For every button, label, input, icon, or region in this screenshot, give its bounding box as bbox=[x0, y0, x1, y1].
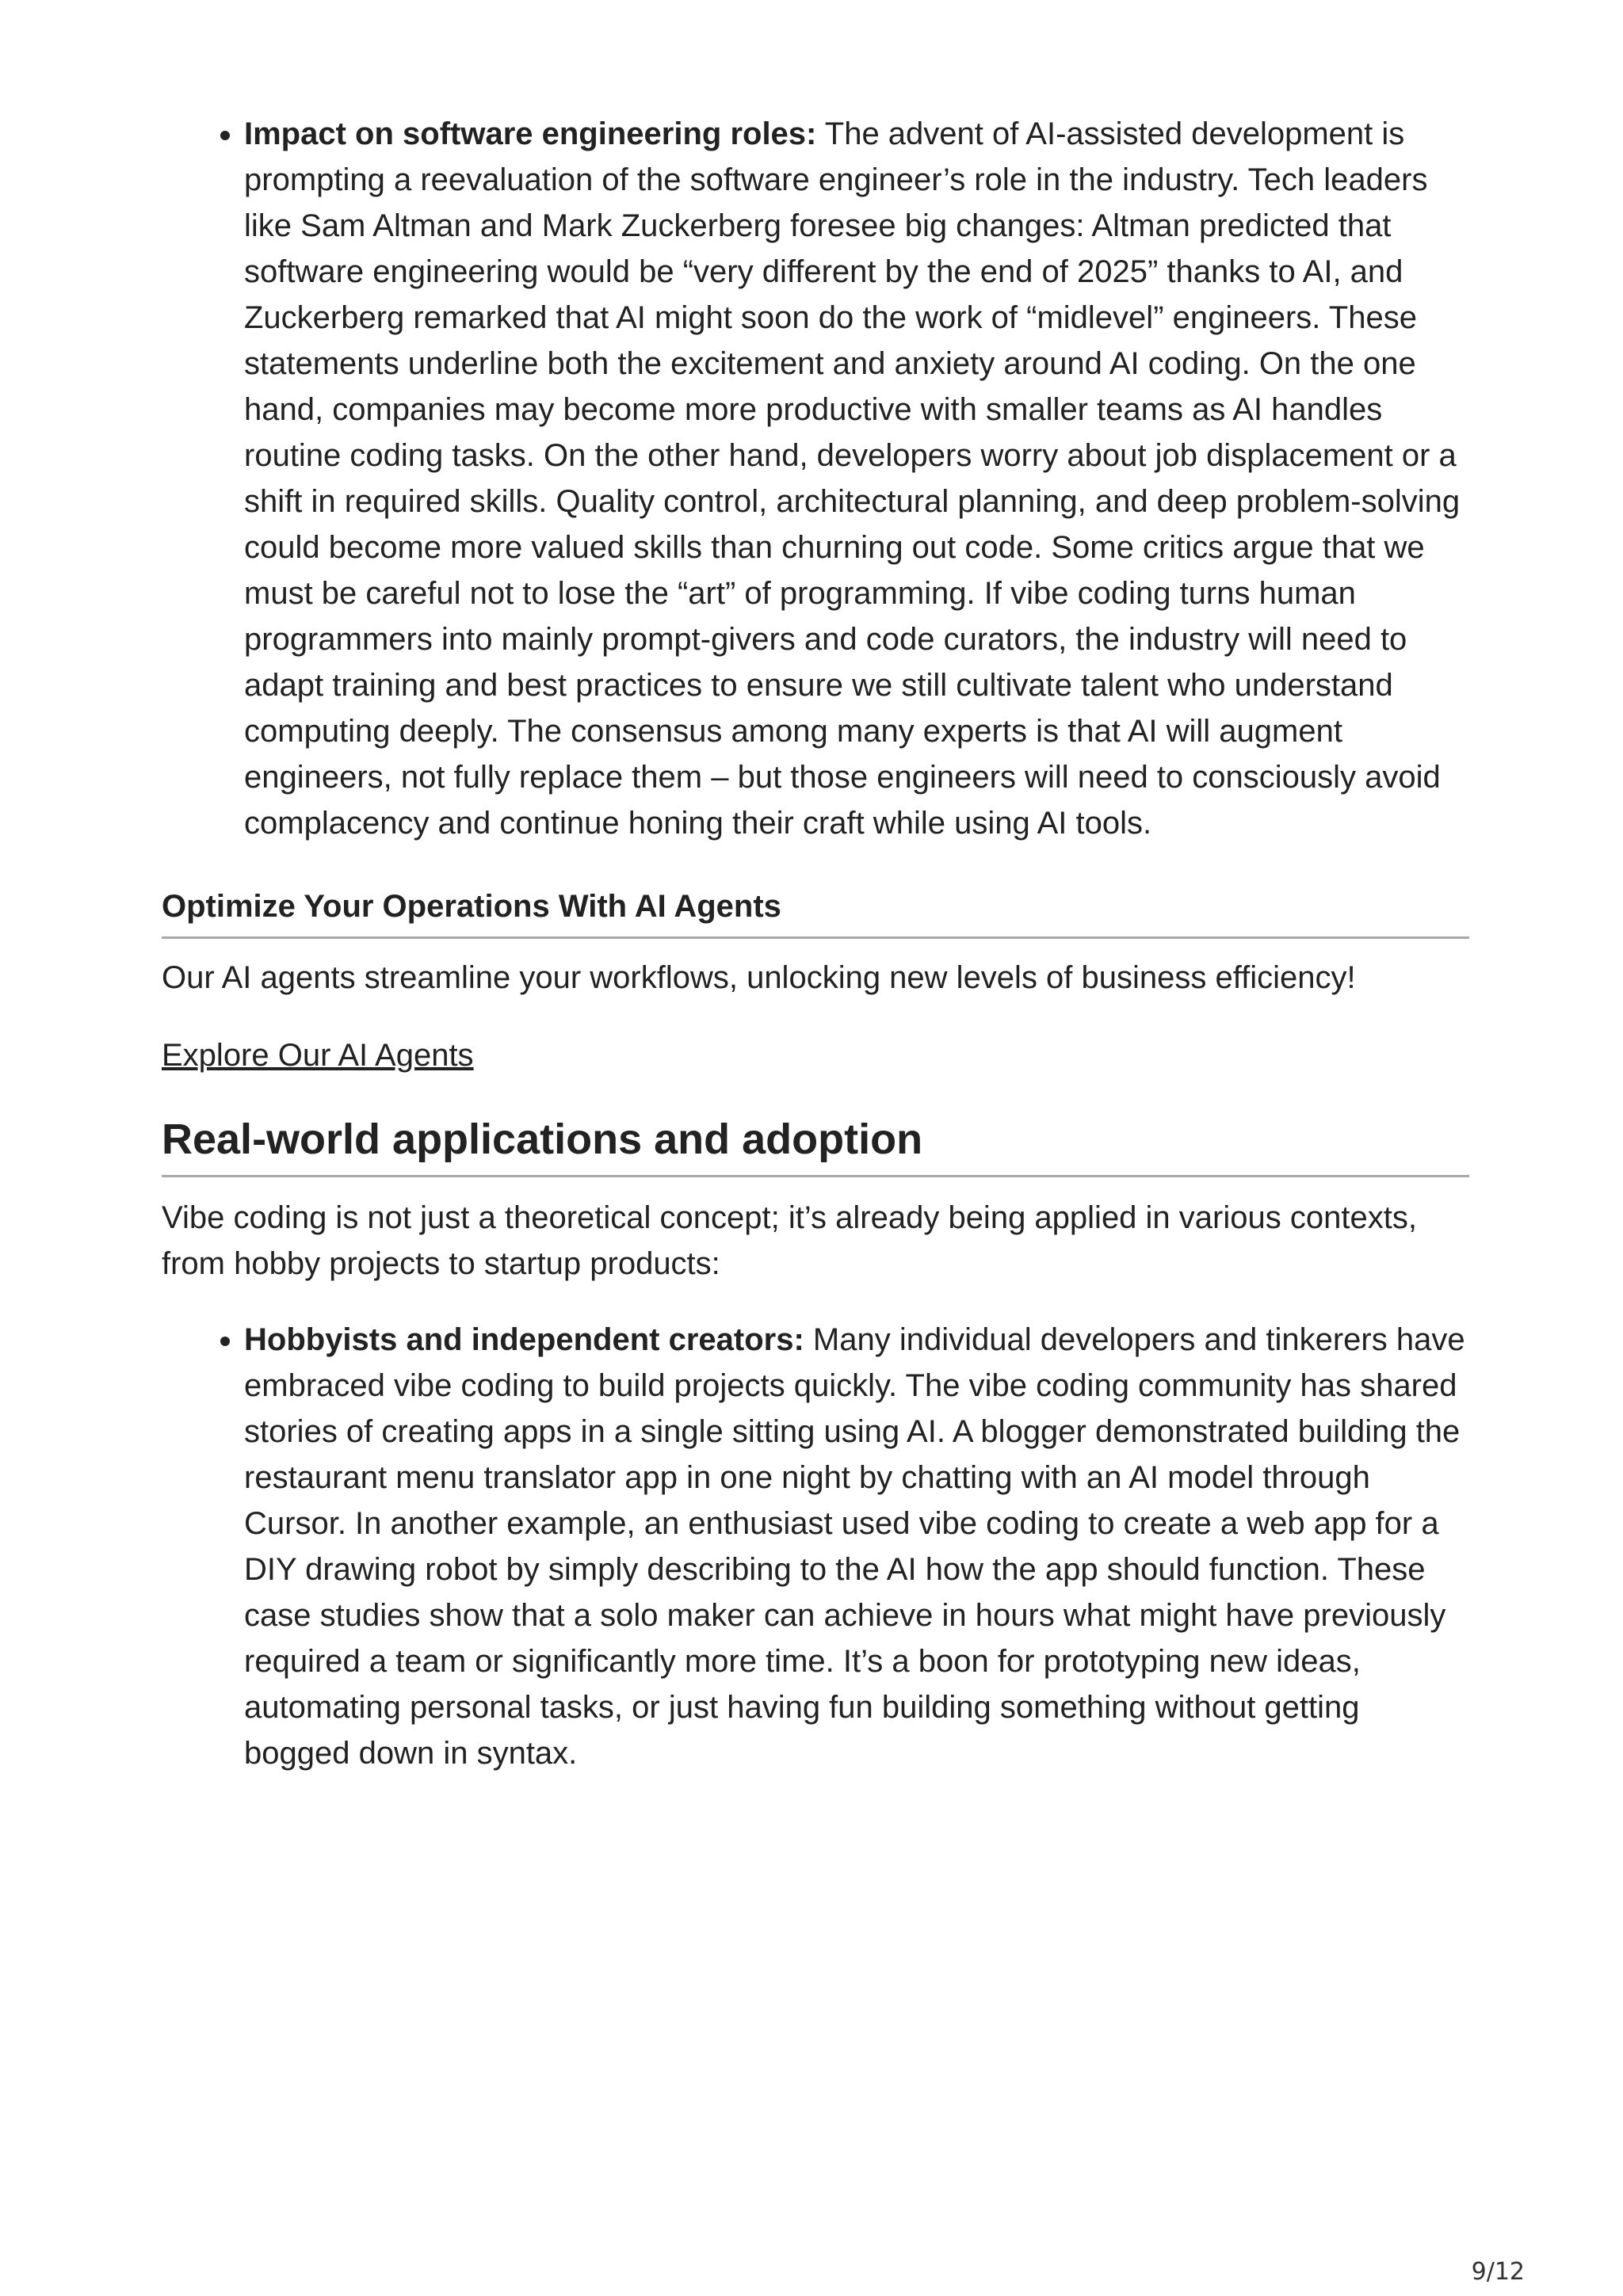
list-item bbox=[244, 111, 1469, 846]
cta-heading: Optimize Your Operations With AI Agents bbox=[162, 886, 1469, 939]
list-item-text: Many individual developers and tinkerers have embraced vibe coding to build projects quickly. The vibe coding community has shared stories of creating apps in a single sitting using AI. A blogger demonstrated building the restaurant menu translator app in one night by chatting with an AI model through Cursor. In another example, an enthusiast used vibe coding to create a web app for a DIY drawing robot by simply describing to the AI how the app should function. These case studies show that a solo maker can achieve in hours what might have previously required a team or significantly more time. It’s a boon for prototyping new ideas, automating personal tasks, or just having fun building something without getting bogged down in syntax. bbox=[244, 1322, 1465, 1771]
explore-ai-agents-link[interactable]: Explore Our AI Agents bbox=[162, 1038, 474, 1073]
section-heading: Real-world applications and adoption bbox=[162, 1112, 1469, 1177]
list-item-label: Impact on software engineering roles: bbox=[244, 116, 817, 151]
bullet-list-top bbox=[162, 111, 1469, 846]
list-item-label: Hobbyists and independent creators: bbox=[244, 1322, 804, 1357]
page-number: 9/12 bbox=[1471, 2258, 1525, 2286]
bullet-list-applications bbox=[162, 1317, 1469, 1776]
section-intro: Vibe coding is not just a theoretical concept; it’s already being applied in various contexts, from hobby projects to startup products: bbox=[162, 1200, 1417, 1281]
list-item bbox=[244, 1317, 1469, 1776]
document-body bbox=[162, 111, 1469, 1776]
list-item-text: The advent of AI-assisted development is prompting a reevaluation of the software engineer’s role in the industry. Tech leaders like Sam Altman and Mark Zuckerberg foresee big changes: Altman predicted that software engineering would be “very different by the end of 2025” thanks to AI, and Zuckerberg remarked that AI might soon do the work of “midlevel” engineers. These statements underline both the excitement and anxiety around AI coding. On the one hand, companies may become more productive with smaller teams as AI handles routine coding tasks. On the other hand, developers worry about job displacement or a shift in required skills. Quality control, architectural planning, and deep problem-solving could become more valued skills than churning out code. Some critics argue that we must be careful not to lose the “art” of programming. If vibe coding turns human programmers into mainly prompt-givers and code curators, the industry will need to adapt training and best practices to ensure we still cultivate talent who understand computing deeply. The consensus among many experts is that AI will augment engineers, not fully replace them – but those engineers will need to consciously avoid complacency and continue honing their craft while using AI tools. bbox=[244, 116, 1461, 841]
cta-text: Our AI agents streamline your workflows, unlocking new levels of business efficiency! bbox=[162, 960, 1356, 995]
